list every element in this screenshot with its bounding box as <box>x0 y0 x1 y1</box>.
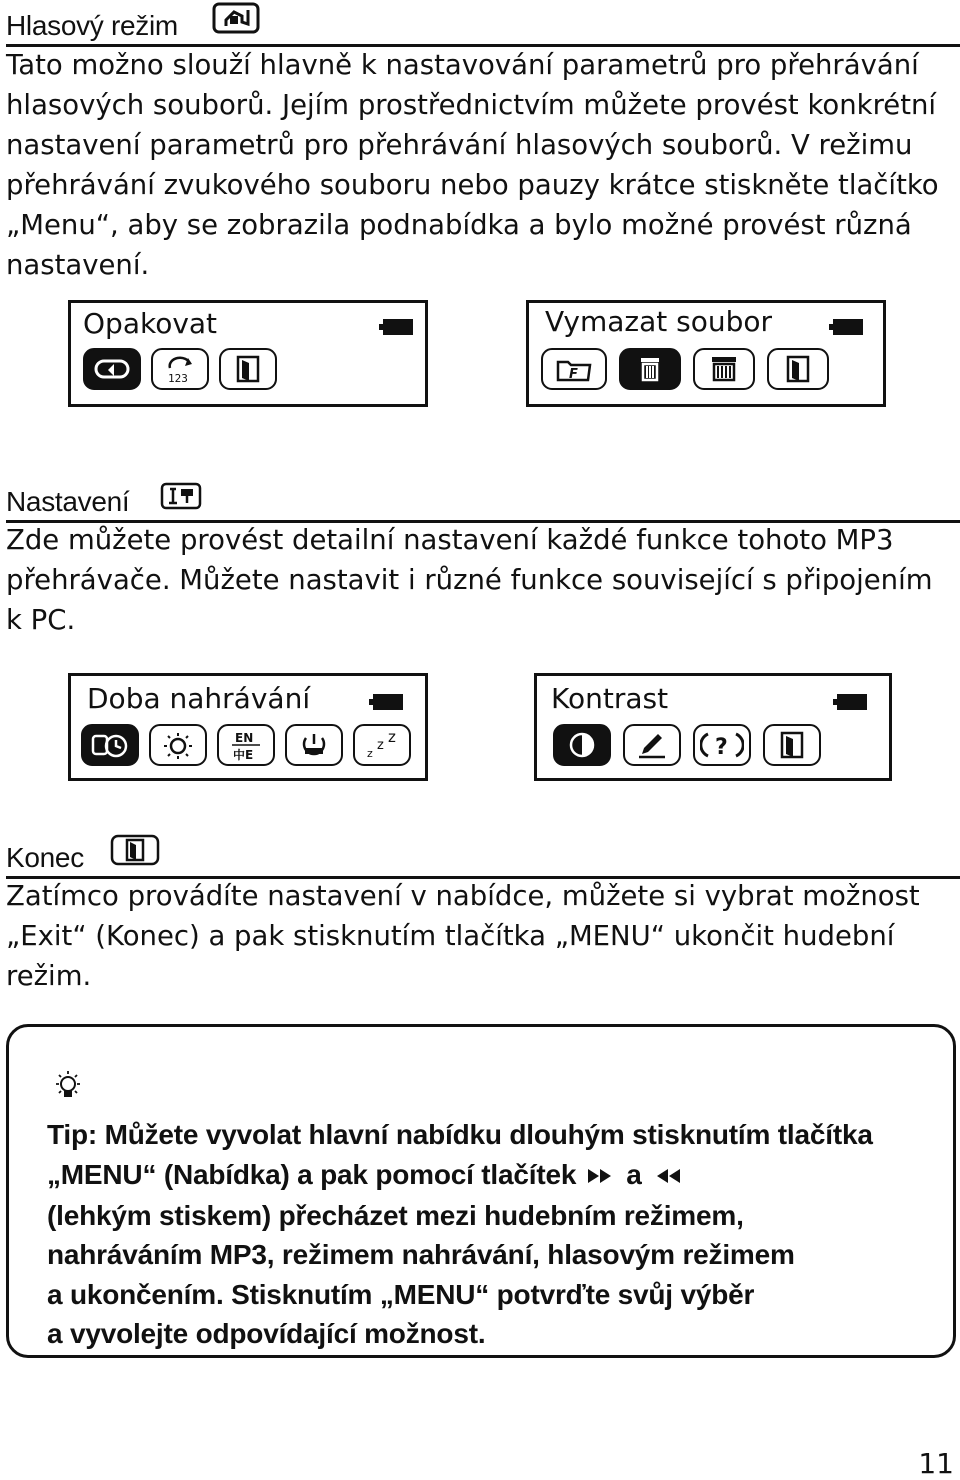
power-icon[interactable] <box>285 724 343 766</box>
repeat-icon[interactable] <box>83 348 141 390</box>
paragraph-voice <box>6 45 956 285</box>
paragraph-line: Zatímco provádíte nastavení v nabídce, můžete si vybrat možnost <box>6 880 920 912</box>
battery-icon <box>833 319 863 335</box>
contrast-icon[interactable] <box>553 724 611 766</box>
paragraph-line: hlasových souborů. Jejím prostřednictvím můžete provést konkrétní <box>6 89 937 121</box>
menu-icons <box>541 348 829 390</box>
tip-line: Tip: Můžete vyvolat hlavní nabídku dlouhým stisknutím tlačítka <box>47 1119 873 1150</box>
heading-text: Hlasový režim <box>6 10 178 41</box>
tip-line-part: a <box>626 1158 642 1190</box>
screen-repeat <box>68 300 428 407</box>
edit-icon[interactable] <box>623 724 681 766</box>
paragraph-line: nastavení. <box>6 249 150 281</box>
record-time-icon[interactable] <box>81 724 139 766</box>
section-heading-exit <box>6 832 960 879</box>
paragraph-line: přehrávače. Můžete nastavit i různé funkce související s připojením <box>6 564 933 596</box>
page-number: 11 <box>918 1447 954 1480</box>
screen-contrast <box>534 673 892 781</box>
paragraph-line: nastavení parametrů pro přehrávání hlasových souborů. V režimu <box>6 129 913 161</box>
screen-title: Vymazat soubor <box>545 305 773 338</box>
sleep-icon[interactable] <box>353 724 411 766</box>
paragraph-line: Zde můžete provést detailní nastavení každé funkce tohoto MP3 <box>6 524 894 556</box>
bulb-icon <box>51 1069 85 1107</box>
svg-text:z: z <box>388 730 396 746</box>
exit-icon[interactable] <box>767 348 829 390</box>
svg-text:EN: EN <box>235 731 254 745</box>
delete-icon[interactable] <box>619 348 681 390</box>
tip-box <box>6 1024 956 1358</box>
language-icon[interactable] <box>217 724 275 766</box>
screen-delete <box>526 300 886 407</box>
exit-icon[interactable] <box>763 724 821 766</box>
battery-icon <box>837 694 867 710</box>
battery-icon <box>373 694 403 710</box>
delete-file-icon[interactable] <box>541 348 607 390</box>
svg-text:z: z <box>367 747 373 760</box>
paragraph-line: „Exit“ (Konec) a pak stisknutím tlačítka „MENU“ ukončit hudební <box>6 920 895 952</box>
tip-line: nahráváním MP3, režimem nahrávání, hlasovým režimem <box>47 1239 795 1271</box>
svg-text:123: 123 <box>168 372 188 384</box>
tip-line-part: „MENU“ (Nabídka) a pak pomocí tlačítek <box>47 1158 577 1190</box>
svg-text:中E: 中E <box>233 748 254 762</box>
svg-text:?: ? <box>715 735 728 760</box>
exit-icon <box>110 834 160 870</box>
screen-title: Doba nahrávání <box>87 682 311 715</box>
menu-icons <box>83 348 277 390</box>
voice-mode-icon <box>212 2 260 38</box>
paragraph-line: k PC. <box>6 604 76 636</box>
tip-line: a ukončením. Stisknutím „MENU“ potvrďte svůj výběr <box>47 1278 755 1310</box>
backlight-icon[interactable] <box>149 724 207 766</box>
screen-record-time <box>68 673 428 781</box>
paragraph-line: přehrávání zvukového souboru nebo pauzy krátce stiskněte tlačítko <box>6 169 939 201</box>
section-heading-settings <box>6 476 960 523</box>
help-icon[interactable] <box>693 724 751 766</box>
heading-text: Konec <box>6 842 84 873</box>
tip-line <box>47 1155 873 1196</box>
heading-text: Nastavení <box>6 486 130 517</box>
delete-all-icon[interactable] <box>693 348 755 390</box>
tip-text <box>47 1115 873 1354</box>
paragraph-line: režim. <box>6 960 92 992</box>
paragraph-exit <box>6 876 956 996</box>
tip-line: a vyvolejte odpovídající možnost. <box>47 1318 486 1350</box>
paragraph-line: Tato možno slouží hlavně k nastavování parametrů pro přehrávání <box>6 49 919 81</box>
section-heading-voice <box>6 0 960 47</box>
tip-line: (lehkým stiskem) přecházet mezi hudebním režimem, <box>47 1199 744 1231</box>
repeat-123-icon[interactable] <box>151 348 209 390</box>
fast-forward-icon <box>586 1156 616 1196</box>
rewind-icon <box>652 1156 682 1196</box>
svg-text:z: z <box>377 738 384 753</box>
screen-title: Kontrast <box>551 682 669 715</box>
settings-icon <box>160 482 202 514</box>
paragraph-line: „Menu“, aby se zobrazila podnabídka a bylo možné provést různá <box>6 209 912 241</box>
battery-icon <box>383 319 413 335</box>
svg-text:F: F <box>569 367 578 382</box>
menu-icons <box>553 724 821 766</box>
menu-icons <box>81 724 411 766</box>
exit-icon[interactable] <box>219 348 277 390</box>
screen-title: Opakovat <box>83 307 218 340</box>
paragraph-settings <box>6 520 956 640</box>
